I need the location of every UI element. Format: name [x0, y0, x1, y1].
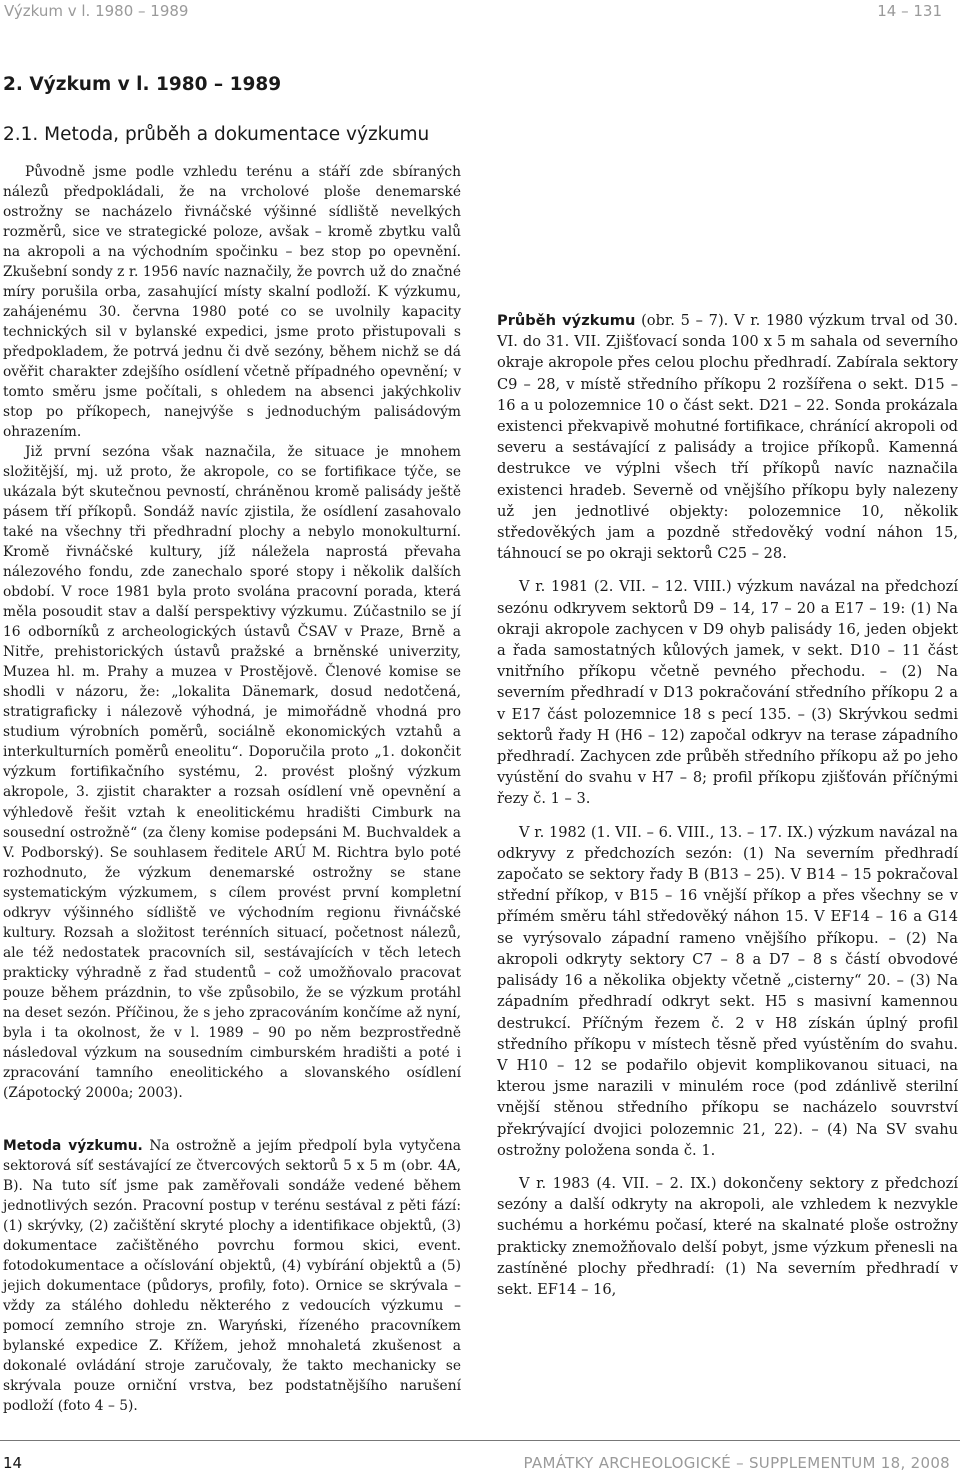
running-head-right: 14 – 131 [877, 2, 942, 20]
right-column [497, 72, 958, 1300]
page-number: 14 [3, 1454, 23, 1472]
page-footer [0, 1440, 960, 1477]
progress-lead: Průběh výzkumu [497, 312, 636, 329]
paragraph: Již první sezóna však naznačila, že situace je mnohem složitější, mj. už proto, že akropole, co se fortifikace týče, se ukázala být skutečnou pevností, chráněnou kromě palisády ještě pásem tří příkopů. Sondáž navíc zjistila, že osídlení zasahovalo také na všechny tři předhradní plochy a nebylo monokulturní. Kromě řivnáčské kultury, jíž náležela naprostá převaha nálezového fondu, zde zanechalo sporé stopy i několik dalších období. V roce 1981 byla proto svolána pracovní porada, která měla posoudit stav a další perspektivy výzkumu. Zúčastnilo se jí 16 odborníků z archeologických ústavů ČSAV v Praze, Brně a Nitře, prehistorických ústavů pražské a brněnské univerzity, Muzea hl. m. Prahy a muzea v Prostějově. Členové komise se shodli v názoru, že: „lokalita Dänemark, dosud nedotčená, stratigraficky i nálezově výhodná, je mimořádně vhodná pro studium výrobních poměrů, sociálně ekonomických vztahů a interkulturních poměrů eneolitu“. Doporučila proto „1. dokončit výzkum fortifikačního systému, 2. provést plošný výzkum akropole, 3. zjistit charakter a rozsah osídlení vně opevnění a výhledově řešit vztah k eneolitickému hradišti Cimburk na sousední ostrožně“ (za členy komise podepsáni M. Buchvaldek a V. Podborský). Se souhlasem ředitele ARÚ M. Richtra bylo poté rozhodnuto, že výzkum denemarské ostrožny se stane systematickým výzkumem, s cílem provést první kompletní odkryv výšinného sídliště ve východním regionu řivnáčské kultury. Rozsah a složitost terénních situací, početnost nálezů, ale též nedostatek pracovních sil, sestávajících v těch letech prakticky výhradně z řad studentů – což umožňovalo pracovat pouze během prázdnin, to vše způsobilo, že se výzkum protáhl na deset sezón. Příčinou, že s jeho zpracováním končíme až nyní, byla i ta okolnost, že v l. 1989 – 90 po něm bezprostředně následoval výzkum na sousedním cimburském hradišti a poté i zpracování tamního eneolitického a slovanského osídlení (Zápotocký 2000a; 2003). [3, 444, 461, 1101]
paragraph-1981: V r. 1981 (2. VII. – 12. VIII.) výzkum navázal na předchozí sezónu odkryvem sektorů D9 – 14, 17 – 20 a E17 – 19: (1) Na okraji akropole zachycen v D9 ohyb palisády 16, jeden objekt a řada samostatných kůlových jamek, v sekt. D10 – 11 část vnitřního příkopu včetně pevného přechodu. – (2) Na severním předhradí v D13 pokračování středního příkopu 2 a v E17 část polozemnice 18 s pecí 135. – (3) Skrývkou sedmi sektorů řady H (H6 – 12) započal odkryv na terase západního předhradí. Zachycen zde průběh středního příkopu až po jeho vyústění do svahu v H7 – 8; profil příkopu zjišťován příčnými řezy č. 1 – 3. [497, 578, 958, 808]
paragraph-1982: V r. 1982 (1. VII. – 6. VIII., 13. – 17. IX.) výzkum navázal na odkryvy z předchozích sezón: (1) Na severním předhradí započato se sektory řady B (B13 – 25). V B14 – 15 pokračoval střední příkop, v B15 – 16 vnější příkop a přes všechny se v přímém směru táhl středověký náhon 15. V EF14 – 16 a G14 se vyrýsovalo západní rameno vnějšího příkopu. – (2) Na akropoli odkryty sektory C7 – 8 a D7 – 8 s částí obvodové palisády 16 a několika objekty včetně „cisterny“ 20. – (3) Na západním předhradí odkryt sekt. H5 s masivní kamennou destrukcí. Příčným řezem č. 2 v H8 získán úplný profil středního příkopu v místech těsně před vyústěním do svahu. V H10 – 12 se podařilo objevit komplikovanou situaci, na kterou jsme narazili v minulém roce (pod zdánlivě sterilní vnější stěnou středního příkopu se nacházelo souvrství překrývající dvojici polozemnic 21, 22). – (4) Na SV svahu ostrožny položena sonda č. 1. [497, 823, 958, 1159]
section-title: 2.1. Metoda, průběh a dokumentace výzkumu [3, 124, 430, 145]
method-paragraph [3, 1136, 461, 1416]
running-head-left: Výzkum v l. 1980 – 1989 [4, 2, 189, 20]
progress-text: (obr. 5 – 7). V r. 1980 výzkum trval od 30. VI. do 31. VII. Zjišťovací sonda 100 x 5 m sahala od severního okraje akropole přes celou plochu předhradí. Zabírala sektory C9 – 28, v místě středního příkopu 2 rozšířena o sekt. D15 – 16 a u polozemnice 10 o část sekt. D21 – 22. Sonda prokázala existenci překvapivě mohutné fortifikace, chránící akropoli od severu a sestávající z palisády a trojice příkopů. Kamenná destrukce ve výplni všech tří příkopů navíc naznačila existenci hradeb. Severně od vnějšího příkopu byly nalezeny už jen jednotlivé objekty: polozemnice 10, několik středověkých jam a pozdně středověký vodní náhon 15, táhnoucí se po okraji sektorů C25 – 28. [497, 312, 958, 563]
journal-name: PAMÁTKY ARCHEOLOGICKÉ – SUPPLEMENTUM 18, 2008 [523, 1454, 950, 1472]
progress-paragraph [497, 310, 958, 564]
method-lead: Metoda výzkumu. [3, 1137, 143, 1154]
left-column [3, 72, 461, 1416]
running-head [0, 0, 960, 28]
method-text: Na ostrožně a jejím předpolí byla vytyčena sektorová síť sestávající ze čtvercových sektorů 5 x 5 m (obr. 4A, B). Na tuto síť jsme pak zaměřovali sondáže vedené během jednotlivých sezón. Pracovní postup v terénu sestával z pěti fází: (1) skrývky, (2) začištění skryté plochy a identifikace objektů, (3) dokumentace začištěného povrchu formou skici, event. fotodokumentace a očíslování objektů, (4) vybírání objektů a (5) jejich dokumentace (půdorys, profily, foto). Ornice se skrývala – vždy za stálého dohledu některého z vedoucích výzkumu – pomocí zemního stroje zn. Waryński, řízeného pracovníkem bylanské expedice Z. Křížem, jehož mnohaletá zkušenost a dokonalé ovládání stroje zaručovaly, že takto mechanicky se skrývala pouze orniční vrstva, bez podstatnějšího narušení podloží (foto 4 – 5). [3, 1137, 462, 1414]
paragraph-1983: V r. 1983 (4. VII. – 2. IX.) dokončeny sektory z předchozí sezóny a další odkryty na akropoli, ale vzhledem k nezvykle suchému a horkému počasí, které na skalnaté ploše ostrožny prakticky znemožňovalo delší pobyt, jsme výzkum přenesli na zastíněné plochy předhradí: (1) Na severním předhradí v sekt. EF14 – 16, [497, 1174, 958, 1298]
chapter-title: 2. Výzkum v l. 1980 – 1989 [3, 74, 282, 95]
footer-rule [0, 1440, 960, 1441]
paragraph: Původně jsme podle vzhledu terénu a stáří zde sbíraných nálezů předpokládali, že na vrcholové ploše denemarské ostrožny se nacházelo řivnáčské výšinné sídliště nevelkých rozměrů, sice ve strategické poloze, avšak – kromě zbytku valů na akropoli a na východním spočinku – bez stop po opevnění. Zkušební sondy z r. 1956 navíc naznačily, že povrch už do značné míry porušila orba, zasahující místy skalní podloží. K výzkumu, zahájenému 30. června 1980 poté co se uvolnily kapacity technických sil v bylanské expedici, jsme proto přistupovali s předpokladem, že potrvá jednu či dvě sezóny, během nichž se dá ověřit charakter zdejšího osídlení včetně případného opevnění; v tomto směru jsme počítali, s ohledem na absenci jakýchkoliv stop po příkopech, nanejvýše s jednoduchým palisádovým ohrazením. [3, 164, 461, 441]
